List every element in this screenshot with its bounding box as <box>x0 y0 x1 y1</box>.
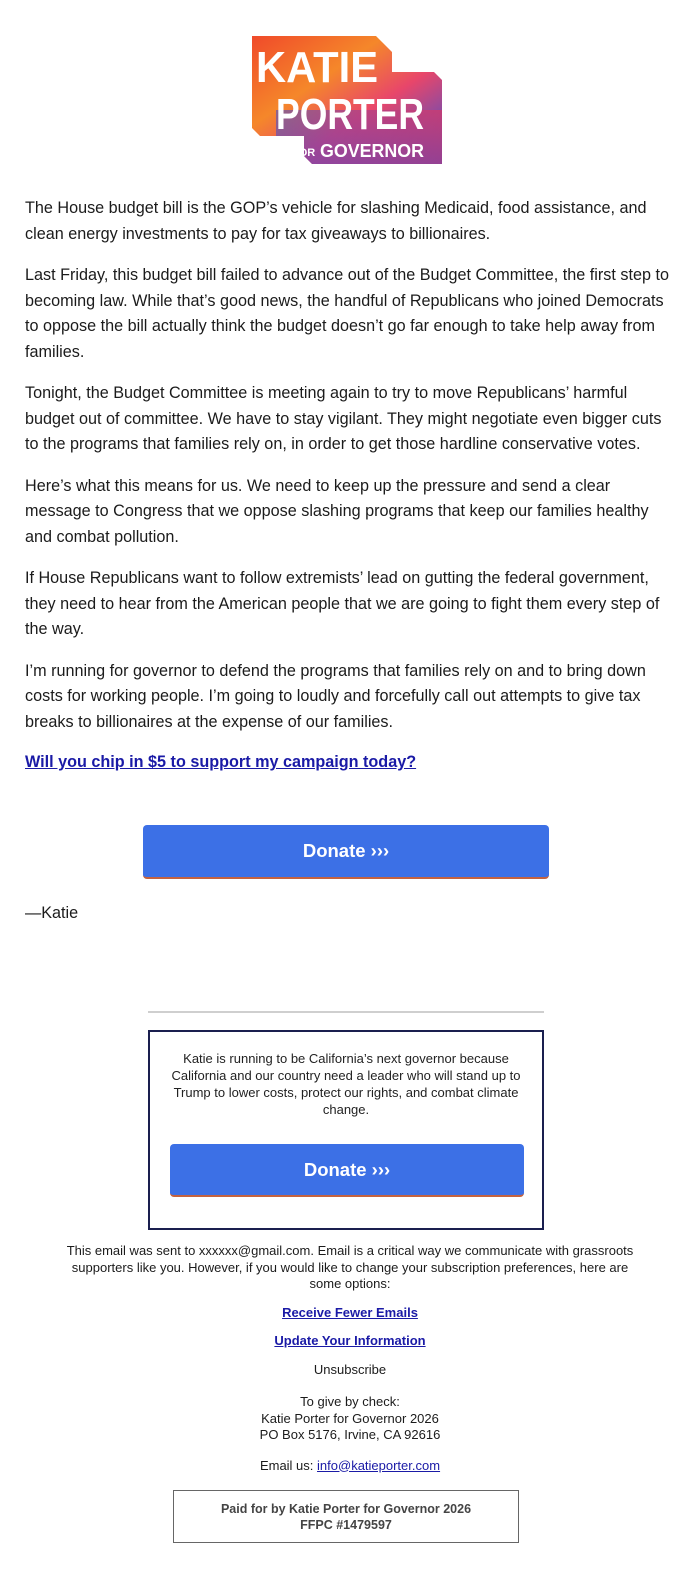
katie-porter-logo <box>246 32 446 168</box>
info-box-text: Katie is running to be California’s next governor because California and our country need a leader who will stand up to Trump to lower costs, protect our rights, and combat climate change. <box>171 1051 521 1117</box>
ffpc-number: FFPC #1479597 <box>300 1518 392 1532</box>
paragraph: The House budget bill is the GOP’s vehicle for slashing Medicaid, food assistance, and clean energy investments to pay for tax giveaways to billionaires. <box>25 199 647 243</box>
logo-line-katie: KATIE <box>256 43 378 92</box>
paragraph: Here’s what this means for us. We need to keep up the pressure and send a clear message to Congress that we oppose slashing programs that keep our families healthy and combat pollution. <box>25 476 649 546</box>
logo-line-porter: PORTER <box>276 90 424 139</box>
contact-email-link[interactable]: info@katieporter.com <box>317 1457 441 1473</box>
update-information-link[interactable]: Update Your Information <box>274 1333 426 1348</box>
receive-fewer-emails-link[interactable]: Receive Fewer Emails <box>282 1304 418 1320</box>
paragraph: If House Republicans want to follow extremists’ lead on gutting the federal government, they need to hear from the American people that we are going to fight them every step of the way. <box>25 569 660 638</box>
info-box <box>148 1030 544 1230</box>
paragraph: Tonight, the Budget Committee is meeting again to try to move Republicans’ harmful budget out of committee. We have to stay vigilant. They might negotiate even bigger cuts to the programs that families rely on, in order to get those hardline conservative votes. <box>25 384 662 453</box>
paid-for-disclaimer <box>173 1490 519 1543</box>
subscription-notice: This email was sent to xxxxxx@gmail.com. Email is a critical way we communicate with grassroots supporters like you. However, if you would like to change your subscription preferences, here are some options: <box>66 1243 634 1291</box>
check-heading: To give by check: <box>300 1394 400 1409</box>
footer <box>60 1243 640 1474</box>
check-name: Katie Porter for Governor 2026 <box>261 1410 439 1426</box>
chip-in-link[interactable]: Will you chip in $5 to support my campaign today? <box>25 753 417 771</box>
contact-email-line <box>60 1458 640 1475</box>
donate-button[interactable]: Donate ››› <box>143 825 549 879</box>
paragraph: I’m running for governor to defend the programs that families rely on and to bring down costs for working people. I’m going to loudly and forcefully call out attempts to give tax breaks to billionaires at the expense of our families. <box>25 661 646 731</box>
email-body <box>25 196 675 772</box>
paid-for-text: Paid for by Katie Porter for Governor 2026 <box>220 1502 472 1516</box>
email-label: Email us: <box>259 1457 314 1473</box>
logo-line-for: FOR <box>292 147 316 159</box>
signoff: —Katie <box>25 904 79 922</box>
divider <box>148 1011 544 1013</box>
paragraph: Last Friday, this budget bill failed to advance out of the Budget Committee, the first step to becoming law. While that’s good news, the handful of Republicans who joined Democrats to oppose the bill actually think the budget doesn’t go far enough to take help away from families. <box>25 266 669 361</box>
check-po-box: PO Box 5176, Irvine, CA 92616 <box>259 1427 441 1442</box>
unsubscribe-link[interactable]: Unsubscribe <box>313 1361 387 1377</box>
info-box-donate-button[interactable]: Donate ››› <box>170 1144 524 1197</box>
check-address <box>60 1394 640 1444</box>
logo-line-governor: GOVERNOR <box>320 141 424 161</box>
